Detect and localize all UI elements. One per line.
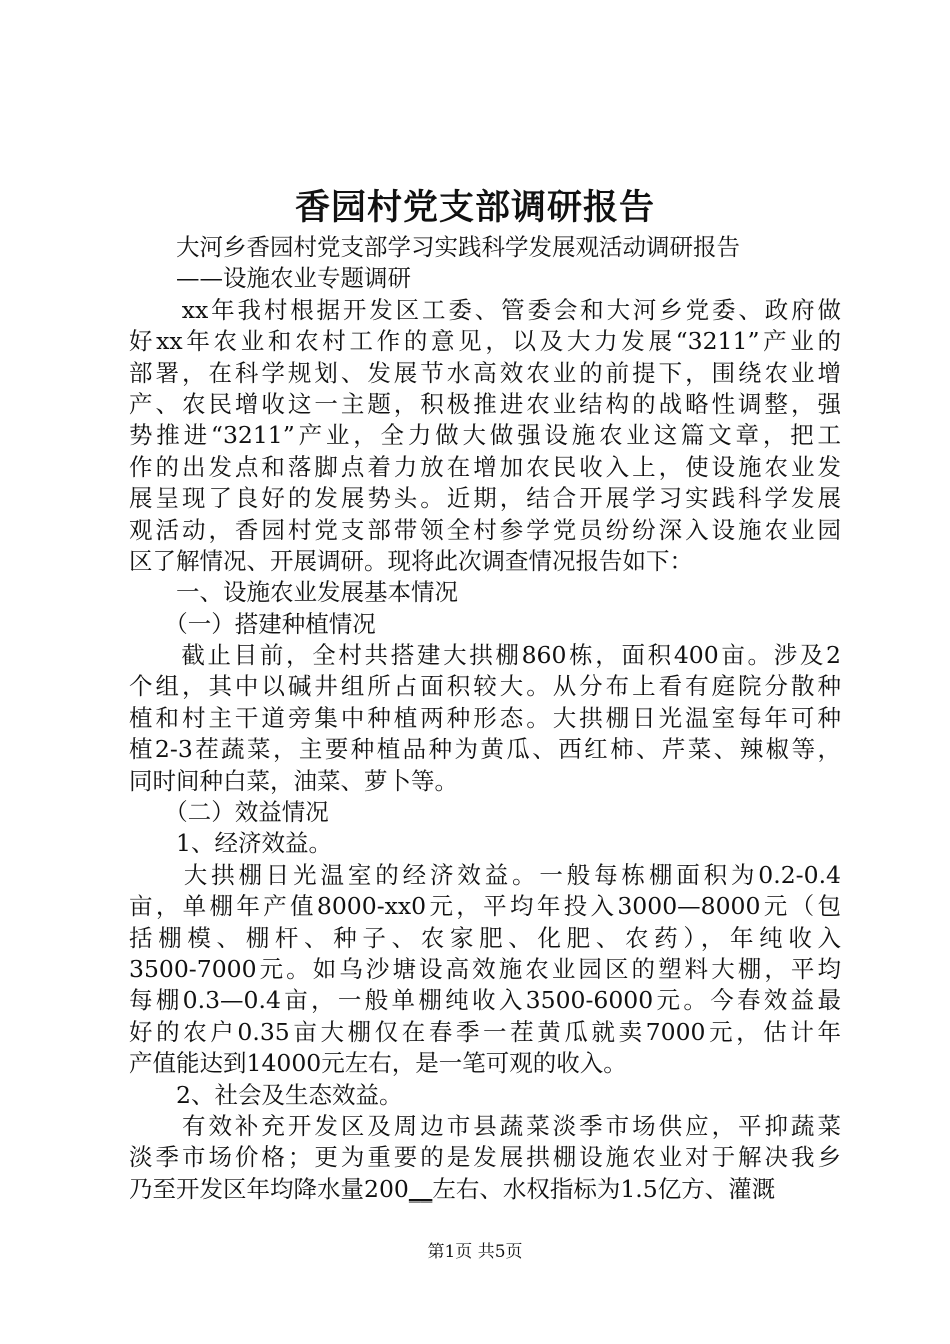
paragraph-line: 好xx年农业和农村工作的意见，以及大力发展“3211”产业的: [129, 327, 841, 356]
paragraph-line: 展呈现了良好的发展势头。近期，结合开展学习实践科学发展: [129, 484, 841, 513]
page-title: 香园村党支部调研报告: [294, 187, 655, 228]
blank-mark: __: [408, 1174, 433, 1203]
line-start: 乃至开发区年均降水量200: [129, 1174, 409, 1203]
paragraph-line: 植2-3茬蔬菜，主要种植品种为黄瓜、西红柿、芹菜、辣椒等，: [129, 735, 841, 764]
paragraph-line: 作的出发点和落脚点着力放在增加农民收入上，使设施农业发: [129, 452, 841, 481]
paragraph-line: 产值能达到14000元左右，是一笔可观的收入。: [129, 1049, 627, 1078]
paragraph-line: 产、农民增收这一主题，积极推进农业结构的战略性调整，强: [129, 389, 841, 418]
paragraph-line: 亩，单棚年产值8000-xx0元，平均年投入3000—8000元（包: [129, 892, 841, 921]
paragraph-line: 观活动，香园村党支部带领全村参学党员纷纷深入设施农业园: [129, 515, 841, 544]
paragraph-line: 3500-7000元。如乌沙塘设高效施农业园区的塑料大棚，平均: [129, 954, 841, 983]
page-footer: 第1页 共5页: [427, 1242, 523, 1262]
section-heading: 一、设施农业发展基本情况: [129, 578, 458, 607]
item-heading: 1、经济效益。: [129, 829, 332, 858]
paragraph-line: xx年我村根据开发区工委、管委会和大河乡党委、政府做: [129, 295, 841, 324]
paragraph-line: 每棚0.3—0.4亩，一般单棚纯收入3500-6000元。今春效益最: [129, 986, 841, 1015]
paragraph-line: 截止目前，全村共搭建大拱棚860栋，面积400亩。涉及2: [129, 641, 841, 670]
paragraph-line: [129, 1174, 841, 1205]
subsection-heading: （一）搭建种植情况: [129, 609, 376, 638]
subtitle-line: 大河乡香园村党支部学习实践科学发展观活动调研报告: [129, 233, 740, 261]
paragraph-line: 植和村主干道旁集中种植两种形态。大拱棚日光温室每年可种: [129, 703, 841, 732]
paragraph-line: 括棚模、棚杆、种子、农家肥、化肥、农药），年纯收入: [129, 923, 841, 952]
paragraph-line: 个组，其中以碱井组所占面积较大。从分布上看有庭院分散种: [129, 672, 841, 701]
subtitle-line: ——设施农业专题调研: [129, 264, 411, 293]
paragraph-line: 淡季市场价格；更为重要的是发展拱棚设施农业对于解决我乡: [129, 1143, 841, 1172]
paragraph-line: 部署，在科学规划、发展节水高效农业的前提下，围绕农业增: [129, 358, 841, 387]
paragraph-line: 区了解情况、开展调研。现将此次调查情况报告如下：: [129, 546, 693, 575]
paragraph-line: 有效补充开发区及周边市县蔬菜淡季市场供应，平抑蔬菜: [129, 1111, 841, 1140]
subsection-heading: （二）效益情况: [129, 798, 329, 827]
paragraph-line: 同时间种白菜，油菜、萝卜等。: [129, 766, 458, 795]
item-heading: 2、社会及生态效益。: [129, 1080, 403, 1109]
paragraph-line: 好的农户0.35亩大棚仅在春季一茬黄瓜就卖7000元，估计年: [129, 1017, 841, 1046]
document-body: [129, 232, 841, 1205]
paragraph-line: 势推进“3211”产业，全力做大做强设施农业这篇文章，把工: [129, 421, 841, 450]
paragraph-line: 大拱棚日光温室的经济效益。一般每栋棚面积为0.2-0.4: [129, 860, 841, 889]
line-end: 左右、水权指标为1.5亿方、灌溉: [432, 1174, 776, 1203]
